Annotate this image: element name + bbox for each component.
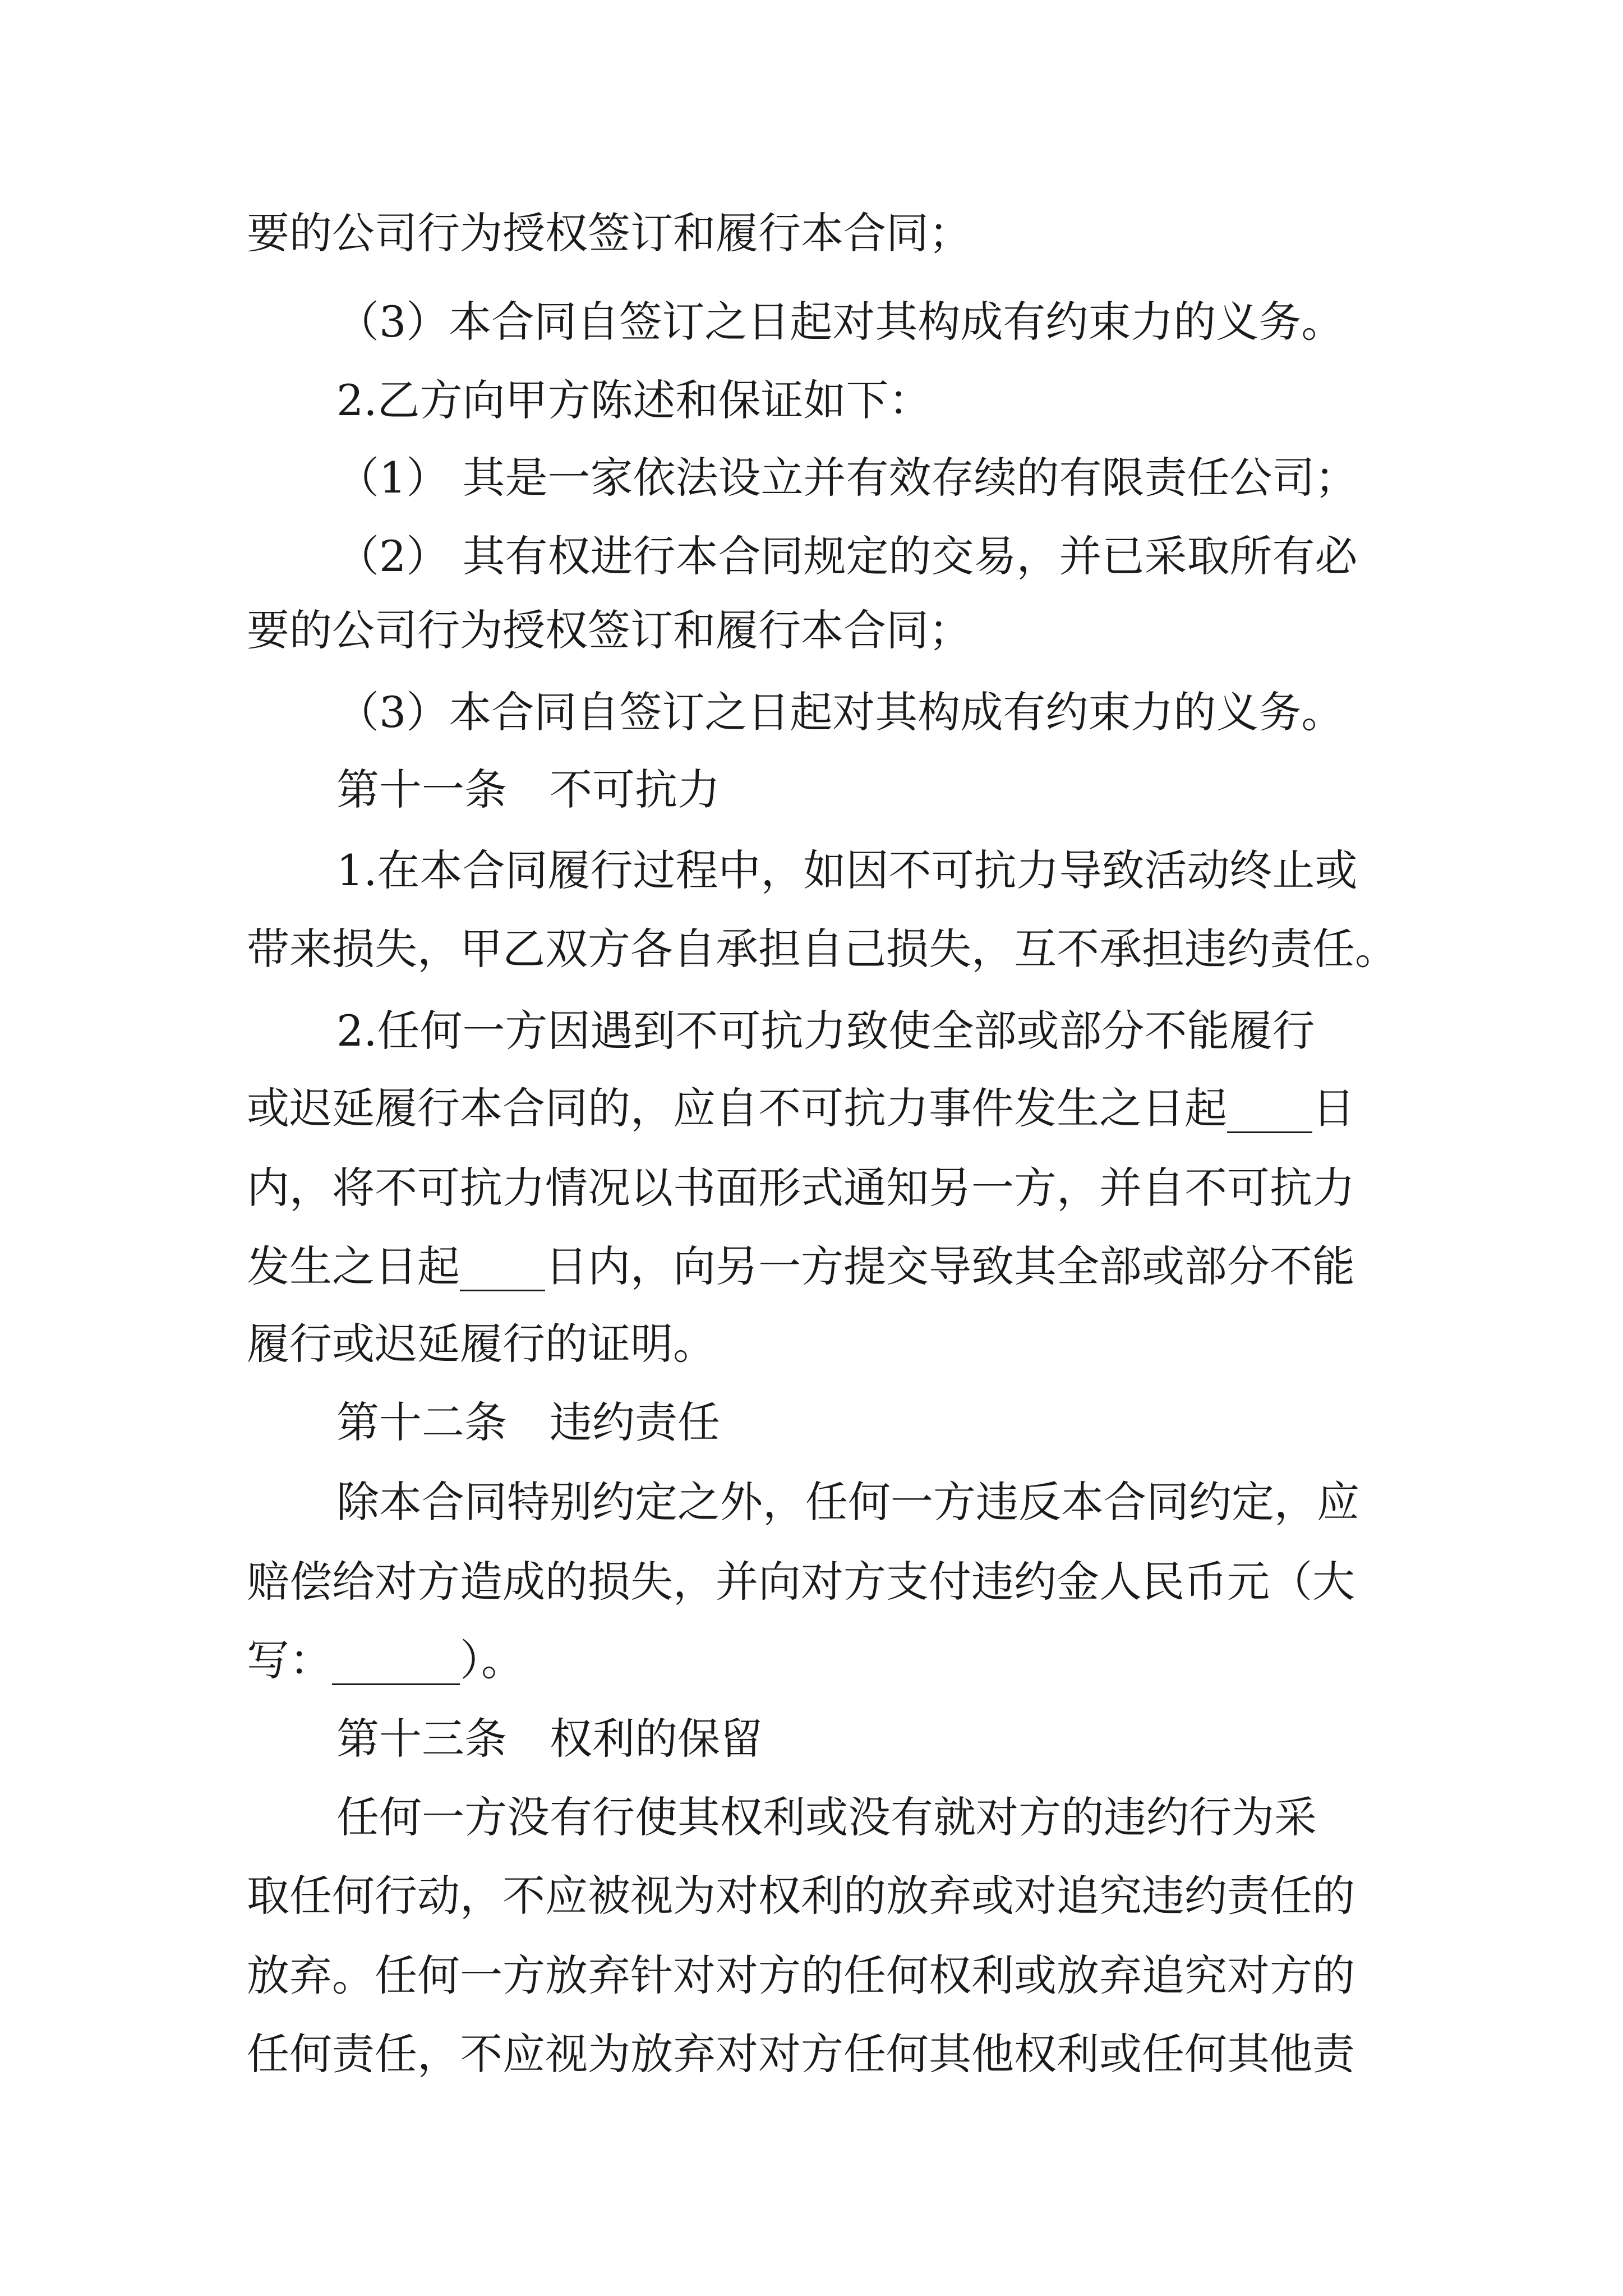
text-line — [247, 2021, 1623, 2088]
text-line — [247, 1862, 1623, 1930]
text-line-content: （3）本合同自签订之日起对其构成有约束力的义务。 — [336, 297, 1344, 347]
text-line — [247, 1154, 1623, 1222]
text-line-content: 2.乙方向甲方陈述和保证如下： — [336, 375, 932, 425]
text-line — [336, 679, 1623, 746]
text-line — [247, 1075, 1623, 1142]
text-line-content: 任何一方没有行使其权利或没有就对方的违约行为采 — [336, 1792, 1317, 1842]
text-line — [336, 1469, 1623, 1536]
text-line-content: 发生之日起____日内，向另一方提交导致其全部或部分不能 — [247, 1241, 1355, 1291]
text-line — [336, 837, 1623, 904]
text-line-content: 放弃。任何一方放弃针对对方的任何权利或放弃追究对方的 — [247, 1950, 1355, 2000]
text-line — [336, 523, 1623, 590]
text-line-content: 写：______）。 — [247, 1635, 524, 1685]
text-line-content: 带来损失，甲乙双方各自承担自己损失，互不承担违约责任。 — [247, 924, 1398, 974]
text-line-content: 赔偿给对方造成的损失，并向对方支付违约金人民币元（大 — [247, 1557, 1355, 1607]
text-line-content: 2.任何一方因遇到不可抗力致使全部或部分不能履行 — [336, 1006, 1315, 1056]
text-line-content: 任何责任，不应视为放弃对对方任何其他权利或任何其他责 — [247, 2029, 1355, 2079]
text-line — [336, 288, 1623, 356]
text-line — [247, 1310, 1623, 1378]
section-heading-text: 第十三条 权利的保留 — [336, 1714, 763, 1764]
text-line — [247, 200, 1623, 267]
text-line-content: （2） 其有权进行本合同规定的交易，并已采取所有必 — [336, 531, 1358, 581]
text-line-content: （1） 其是一家依法设立并有效存续的有限责任公司； — [336, 453, 1358, 503]
text-line-content: 1.在本合同履行过程中，如因不可抗力导致活动终止或 — [336, 845, 1358, 895]
text-line-content: 要的公司行为授权签订和履行本合同； — [247, 208, 971, 258]
text-line — [247, 915, 1623, 983]
text-line-content: （3）本合同自签订之日起对其构成有约束力的义务。 — [336, 687, 1344, 737]
text-line-content: 取任何行动，不应被视为对权利的放弃或对追究违约责任的 — [247, 1871, 1355, 1921]
text-line-content: 履行或迟延履行的证明。 — [247, 1319, 716, 1369]
section-heading — [336, 756, 1623, 823]
section-heading-text: 第十一条 不可抗力 — [336, 765, 720, 815]
section-heading — [336, 1389, 1623, 1456]
text-line — [247, 1233, 1623, 1300]
text-line — [247, 1942, 1623, 2009]
text-line-content: 内，将不可抗力情况以书面形式通知另一方，并自不可抗力 — [247, 1163, 1355, 1213]
text-line — [247, 1627, 1623, 1694]
section-heading — [336, 1705, 1623, 1773]
text-line-content: 或迟延履行本合同的，应自不可抗力事件发生之日起____日 — [247, 1083, 1355, 1133]
text-line — [336, 367, 1623, 434]
text-line-content: 除本合同特别约定之外，任何一方违反本合同约定，应 — [336, 1477, 1359, 1527]
text-line-content: 要的公司行为授权签订和履行本合同； — [247, 605, 971, 655]
text-line — [247, 1548, 1623, 1616]
section-heading-text: 第十二条 违约责任 — [336, 1397, 720, 1447]
text-line — [336, 1784, 1623, 1851]
text-line — [336, 997, 1623, 1065]
text-line — [336, 444, 1623, 512]
text-line — [247, 597, 1623, 664]
